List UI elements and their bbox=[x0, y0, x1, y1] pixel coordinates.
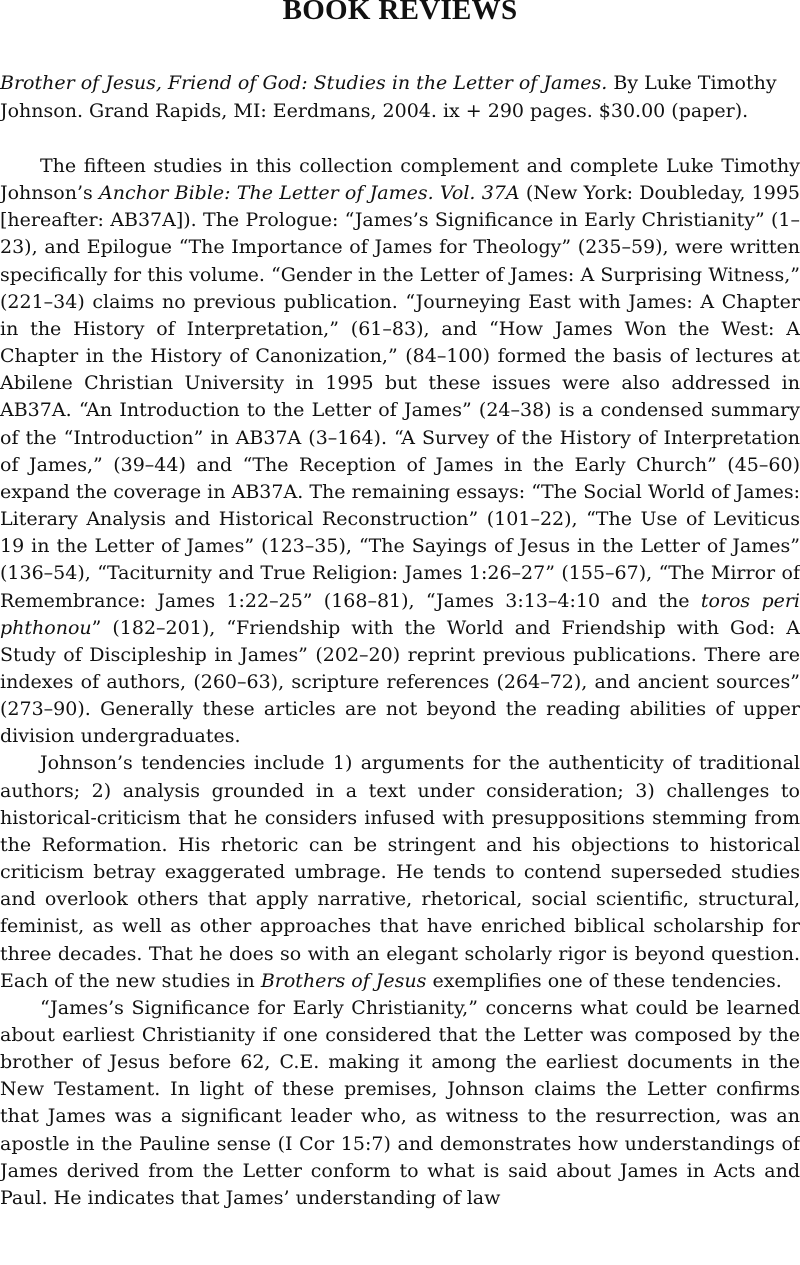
book-details: By Luke Timothy Johnson. Grand Rapids, MI: Eerdmans, 2004. ix + 290 pages. $30.00 (paper). bbox=[0, 72, 777, 122]
paragraph-1-italic-1: Anchor Bible: The Letter of James. Vol. 37A bbox=[99, 182, 520, 205]
paragraph-3-text-1: “James’s Significance for Early Christianity,” concerns what could be learned about earliest Christianity if one considered that the Letter was composed by the brother of Jesus before 62, C.E. making it among the earliest documents in the New Testament. In light of these premises, Johnson claims the Letter confirms that James was a significant leader who, as witness to the resurrection, was an apostle in the Pauline sense (I Cor 15:7) and demonstrates how understandings of James derived from the Letter conform to what is said about James in Acts and Paul. He indicates that James’ understanding of law bbox=[0, 996, 800, 1209]
paragraph-2-italic-1: Brothers of Jesus bbox=[260, 969, 427, 992]
review-body bbox=[0, 153, 800, 1212]
paragraph-1-text-3: ” (182–201), “Friendship with the World and Friendship with God: A Study of Discipleship in James” (202–20) reprint previous publications. There are indexes of authors, (260–63), scripture references (264–72), and ancient sources” (273–90). Generally these articles are not beyond the reading abilities of upper division undergraduates. bbox=[0, 616, 800, 748]
book-title: Brother of Jesus, Friend of God: Studies in the Letter of James. bbox=[0, 72, 608, 94]
paragraph-2 bbox=[0, 750, 800, 994]
paragraph-1 bbox=[0, 153, 800, 750]
paragraph-2-text-1: Johnson’s tendencies include 1) arguments for the authenticity of traditional authors; 2) analysis grounded in a text under consideration; 3) challenges to historical-criticism that he considers infused with presuppositions stemming from the Reformation. His rhetoric can be stringent and his objections to historical criticism betray exaggerated umbrage. He tends to contend superseded studies and overlook others that apply narrative, rhetorical, social scientific, structural, feminist, as well as other approaches that have enriched biblical scholarship for three decades. That he does so with an elegant scholarly rigor is beyond question. Each of the new studies in bbox=[0, 752, 800, 992]
paragraph-2-text-2: exemplifies one of these tendencies. bbox=[426, 969, 782, 992]
section-heading: BOOK REVIEWS bbox=[282, 0, 518, 26]
paragraph-1-italic-2: toros peri phthonou bbox=[0, 589, 800, 639]
book-citation bbox=[0, 70, 800, 125]
paragraph-3 bbox=[0, 995, 800, 1212]
paragraph-1-text-1: The fifteen studies in this collection complement and complete Luke Timothy Johnson’s bbox=[0, 155, 800, 205]
paragraph-1-text-2: (New York: Doubleday, 1995 [hereafter: AB37A]). The Prologue: “James’s Significance in Early Christianity” (1–23), and Epilogue “The Importance of James for Theology” (235–59), were written specifically for this volume. “Gender in the Letter of James: A Surprising Witness,” (221–34) claims no previous publication. “Journeying East with James: A Chapter in the History of Interpretation,” (61–83), and “How James Won the West: A Chapter in the History of Canonization,” (84–100) formed the basis of lectures at Abilene Christian University in 1995 but these issues were also addressed in AB37A. “An Introduction to the Letter of James” (24–38) is a condensed summary of the “Introduction” in AB37A (3–164). “A Survey of the History of Interpretation of James,” (39–44) and “The Reception of James in the Early Church” (45–60) expand the coverage in AB37A. The remaining essays: “The Social World of James: Literary Analysis and Historical Reconstruction” (101–22), “The Use of Leviticus 19 in the Letter of James” (123–35), “The Sayings of Jesus in the Letter of James” (136–54), “Taciturnity and True Religion: James 1:26–27” (155–67), “The Mirror of Remembrance: James 1:22–25” (168–81), “James 3:13–4:10 and the bbox=[0, 182, 800, 612]
